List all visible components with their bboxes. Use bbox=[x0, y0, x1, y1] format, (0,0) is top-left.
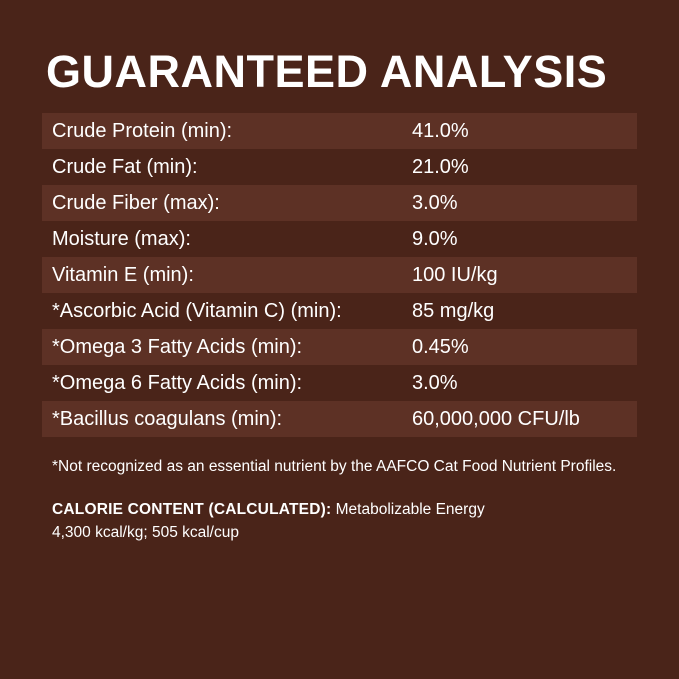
nutrient-label: Crude Fat (min): bbox=[52, 156, 198, 179]
calorie-content-detail: 4,300 kcal/kg; 505 kcal/cup bbox=[52, 523, 239, 541]
table-row bbox=[42, 113, 637, 149]
nutrient-value: 9.0% bbox=[412, 228, 458, 251]
nutrient-label: *Bacillus coagulans (min): bbox=[52, 408, 283, 431]
nutrient-value: 3.0% bbox=[412, 372, 458, 395]
calorie-content-inline: Metabolizable Energy bbox=[331, 501, 485, 519]
nutrient-label: Crude Fiber (max): bbox=[52, 192, 220, 215]
nutrient-value: 0.45% bbox=[412, 336, 469, 359]
guaranteed-analysis-table bbox=[42, 113, 637, 437]
table-row bbox=[42, 221, 637, 257]
nutrient-value: 3.0% bbox=[412, 192, 458, 215]
table-row bbox=[42, 257, 637, 293]
nutrient-label: Crude Protein (min): bbox=[52, 120, 233, 143]
nutrient-label: *Omega 6 Fatty Acids (min): bbox=[52, 372, 303, 395]
nutrient-label: *Ascorbic Acid (Vitamin C) (min): bbox=[52, 300, 342, 323]
page-title: GUARANTEED ANALYSIS bbox=[46, 46, 608, 97]
table-row bbox=[42, 365, 637, 401]
nutrient-label: Vitamin E (min): bbox=[52, 264, 194, 287]
nutrient-label: *Omega 3 Fatty Acids (min): bbox=[52, 336, 303, 359]
table-row bbox=[42, 329, 637, 365]
nutrient-value: 100 IU/kg bbox=[412, 264, 498, 287]
nutrient-value: 21.0% bbox=[412, 156, 469, 179]
calorie-content-heading: CALORIE CONTENT (CALCULATED): bbox=[52, 501, 332, 519]
table-row bbox=[42, 401, 637, 437]
footnote: *Not recognized as an essential nutrient by the AAFCO Cat Food Nutrient Profiles. bbox=[52, 458, 617, 476]
calorie-content-block bbox=[52, 499, 637, 544]
table-row bbox=[42, 185, 637, 221]
table-row bbox=[42, 149, 637, 185]
nutrient-label: Moisture (max): bbox=[52, 228, 191, 251]
nutrient-value: 85 mg/kg bbox=[412, 300, 495, 323]
table-row bbox=[42, 293, 637, 329]
nutrient-value: 41.0% bbox=[412, 120, 469, 143]
nutrient-value: 60,000,000 CFU/lb bbox=[412, 408, 580, 431]
